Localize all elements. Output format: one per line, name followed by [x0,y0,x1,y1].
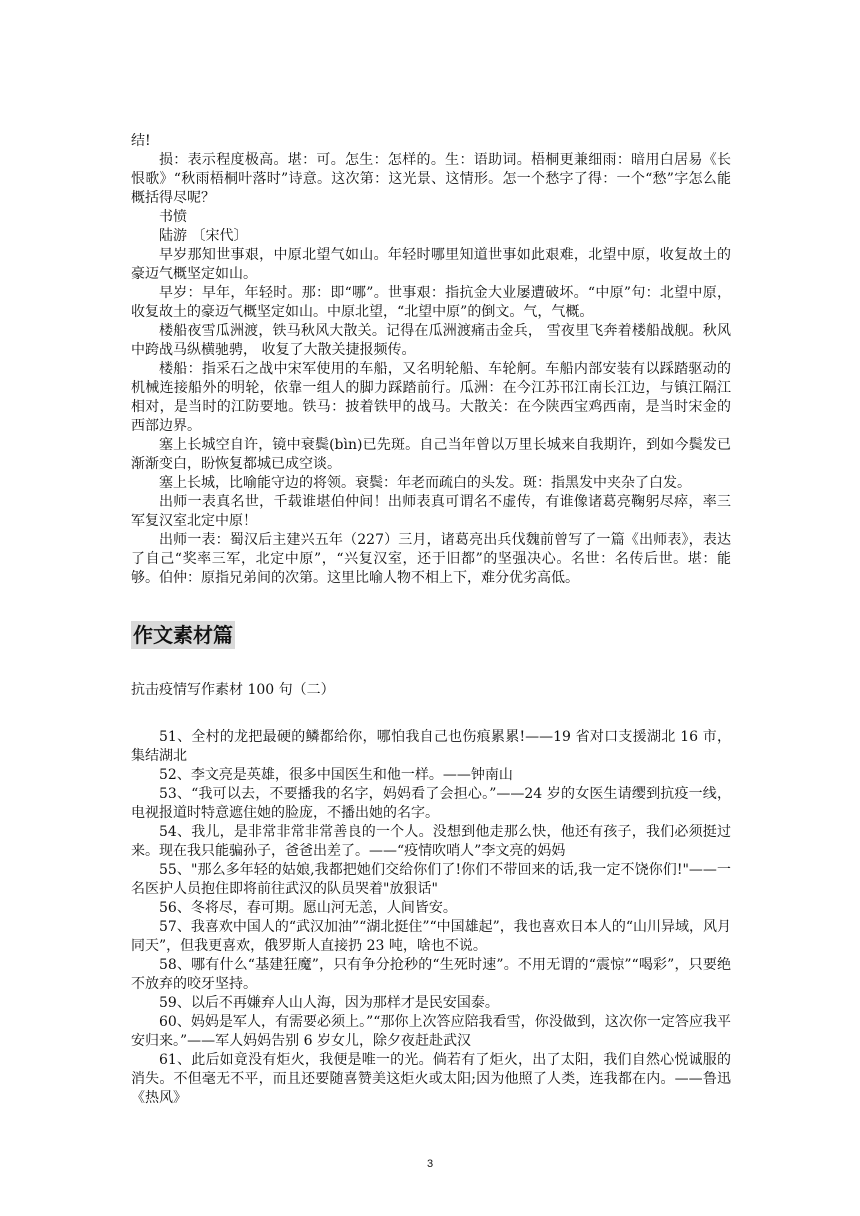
list-item: 52、李文亮是英雄，很多中国医生和他一样。——钟南山 [159,767,513,783]
section-subtitle: 抗击疫情写作素材 100 句（二） [131,682,335,698]
page-content [131,132,731,1108]
paragraph: 结! [131,133,151,149]
section-heading: 作文素材篇 [133,623,233,647]
paragraph: 损：表示程度极高。堪：可。怎生：怎样的。生：语助词。梧桐更兼细雨：暗用白居易《长恨歌》“秋雨梧桐叶落时”诗意。这次第：这光景、这情形。怎一个愁字了得：一个“愁”字怎么能概括得尽呢？ [131,152,731,206]
quote-list [131,728,731,1108]
list-item: 55、"那么多年轻的姑娘,我都把她们交给你们了!你们不带回来的话,我一定不饶你们!"——一名医护人员抱住即将前往武汉的队员哭着"放狠话" [131,862,731,897]
paragraph: 出师一表：蜀汉后主建兴五年（227）三月，诸葛亮出兵伐魏前曾写了一篇《出师表》，表达了自己“奖率三军，北定中原”，“兴复汉室，还于旧都”的坚强决心。名世：名传后世。堪：能够。伯仲：原指兄弟间的次第。这里比喻人物不相上下，难分优劣高低。 [131,532,731,586]
paragraph: 早岁：早年，年轻时。那：即“哪”。世事艰：指抗金大业屡遭破坏。“中原”句：北望中原，收复故土的豪迈气概坚定如山。中原北望，“北望中原”的倒文。气，气概。 [131,285,731,320]
list-item: 56、冬将尽，春可期。愿山河无恙，人间皆安。 [159,900,457,916]
list-item: 60、妈妈是军人，有需要必须上。”“那你上次答应陪我看雪，你没做到，这次你一定答应我平安归来。”——军人妈妈告别 6 岁女儿，除夕夜赶赴武汉 [131,1014,731,1049]
list-item: 51、全村的龙把最硬的鳞都给你，哪怕我自己也伤痕累累!——19 省对口支援湖北 16 市，集结湖北 [131,729,731,764]
poem-author: 陆游 〔宋代〕 [159,228,248,244]
list-item: 53、“我可以去，不要播我的名字，妈妈看了会担心。”——24 岁的女医生请缨到抗疫一线，电视报道时特意遮住她的脸庞，不播出她的名字。 [131,786,731,821]
paragraph: 楼船：指采石之战中宋军使用的车船，又名明轮船、车轮舸。车船内部安装有以踩踏驱动的机械连接船外的明轮，依靠一组人的脚力踩踏前行。瓜洲：在今江苏邗江南长江边，与镇江隔江相对，是当时的江防要地。铁马：披着铁甲的战马。大散关：在今陕西宝鸡西南，是当时宋金的西部边界。 [131,361,731,434]
list-item: 58、哪有什么“基建狂魔”，只有争分抢秒的“生死时速”。不用无谓的“震惊”“喝彩”，只要绝不放弃的咬牙坚持。 [131,957,731,992]
page-number: 3 [426,1158,434,1170]
paragraph: 早岁那知世事艰，中原北望气如山。年轻时哪里知道世事如此艰难，北望中原，收复故土的豪迈气概坚定如山。 [131,247,731,282]
list-item: 59、以后不再嫌弃人山人海，因为那样才是民安国泰。 [159,995,499,1011]
paragraph: 塞上长城，比喻能守边的将领。衰鬓：年老而疏白的头发。斑：指黑发中夹杂了白发。 [159,475,691,491]
poem-title: 书愤 [159,209,187,225]
section-heading-wrap [131,588,731,649]
paragraph: 出师一表真名世，千载谁堪伯仲间！出师表真可谓名不虚传，有谁像诸葛亮鞠躬尽瘁，率三军复汉室北定中原！ [131,494,731,529]
list-item: 54、我儿，是非常非常非常善良的一个人。没想到他走那么快，他还有孩子，我们必须挺过来。现在我只能骗孙子，爸爸出差了。——“疫情吹哨人”李文亮的妈妈 [131,824,731,859]
paragraph: 塞上长城空自许，镜中衰鬓(bìn)已先斑。自己当年曾以万里长城来自我期许，到如今鬓发已渐渐变白，盼恢复都城已成空谈。 [131,437,731,472]
paragraph: 楼船夜雪瓜洲渡，铁马秋风大散关。记得在瓜洲渡痛击金兵， 雪夜里飞奔着楼船战舰。秋风中跨战马纵横驰骋， 收复了大散关捷报频传。 [131,323,731,358]
list-item: 57、我喜欢中国人的“武汉加油”“湖北挺住”“中国雄起”，我也喜欢日本人的“山川异域，风月同天”，但我更喜欢，俄罗斯人直接扔 23 吨，啥也不说。 [131,919,731,954]
list-item: 61、此后如竟没有炬火，我便是唯一的光。倘若有了炬火，出了太阳，我们自然心悦诚服的消失。不但毫无不平，而且还要随喜赞美这炬火或太阳;因为他照了人类，连我都在内。——鲁迅《热风》 [131,1052,731,1106]
